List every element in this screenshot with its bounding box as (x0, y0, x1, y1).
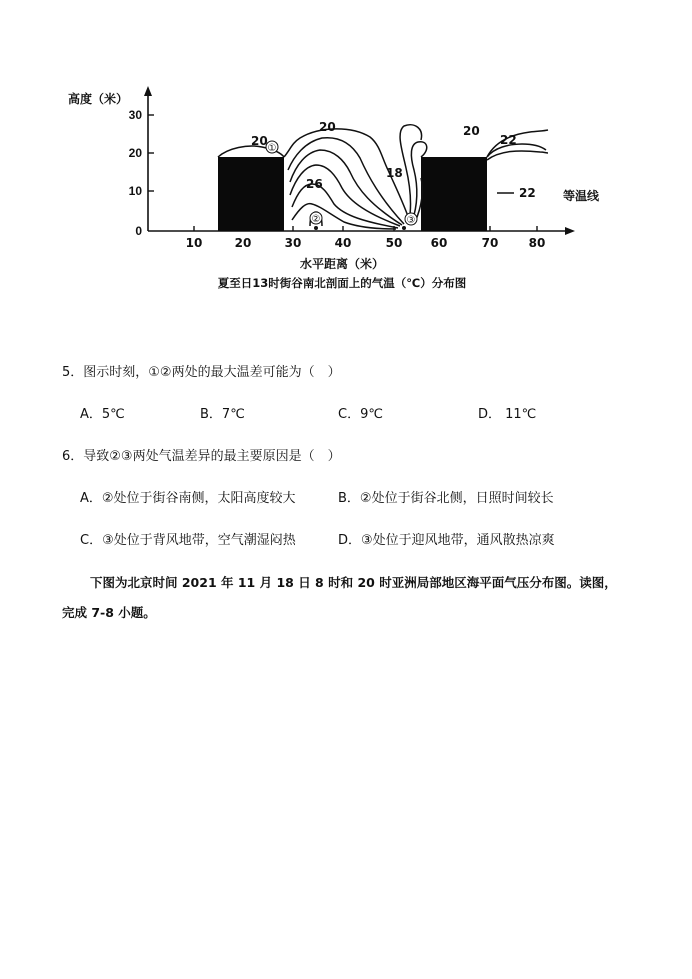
marker-2-dot (314, 226, 318, 230)
y-tick-label: 20 (128, 146, 142, 160)
x-axis-label: 水平距离（米） (299, 257, 385, 271)
q6-option-a: A．②处位于街谷南侧，太阳高度较大 (80, 491, 296, 506)
q5-option-d: D． 11℃ (478, 407, 537, 422)
q5-option-a: A．5℃ (80, 407, 125, 422)
y-axis-label: 高度（米） (68, 92, 129, 106)
marker-1: ① (267, 143, 277, 154)
y-axis-arrow (144, 86, 152, 96)
x-tick-label: 70 (481, 236, 499, 250)
x-tick-label: 60 (430, 236, 448, 250)
contour-label: 20 (251, 134, 268, 148)
x-axis-arrow (565, 227, 575, 235)
q6-option-d: D．③处位于迎风地带，通风散热凉爽 (338, 533, 555, 548)
contour-label: 18 (386, 166, 403, 180)
marker-2: ② (311, 214, 321, 225)
contour-label: 20 (319, 120, 336, 134)
x-tick-label: 50 (385, 236, 403, 250)
marker-3-dot (402, 226, 406, 230)
q6-option-c: C．③处位于背风地带，空气潮湿闷热 (80, 533, 296, 548)
marker-3: ③ (406, 215, 416, 226)
question-6: 6．导致②③两处气温差异的最主要原因是（ ） (62, 449, 341, 464)
right-building (421, 157, 487, 231)
legend-value: 22 (519, 186, 536, 200)
contour-label: 22 (500, 133, 517, 147)
x-tick-label: 10 (185, 236, 203, 250)
left-building (218, 157, 284, 231)
figure-caption: 夏至日13时街谷南北剖面上的气温（℃）分布图 (217, 276, 467, 290)
y-ticks (148, 115, 154, 191)
contour-label: 26 (306, 177, 323, 191)
temperature-distribution-figure (0, 0, 692, 300)
x-tick-label: 30 (284, 236, 302, 250)
legend-label: 等温线 (563, 189, 600, 203)
x-tick-label: 20 (234, 236, 252, 250)
contour-label: 20 (463, 124, 480, 138)
y-tick-label: 10 (128, 184, 142, 198)
intro-line-1: 下图为北京时间 2021 年 11 月 18 日 8 时和 20 时亚洲局部地区海平面气压分布图。读图， (90, 575, 617, 590)
x-tick-label: 80 (528, 236, 546, 250)
question-5: 5．图示时刻，①②两处的最大温差可能为（ ） (62, 365, 341, 380)
q6-option-b: B．②处位于街谷北侧，日照时间较长 (338, 491, 554, 506)
x-tick-label: 40 (334, 236, 352, 250)
q5-option-b: B．7℃ (200, 407, 245, 422)
y-tick-label: 0 (135, 224, 142, 238)
q5-option-c: C．9℃ (338, 407, 383, 422)
y-tick-label: 30 (128, 108, 142, 122)
intro-line-2: 完成 7-8 小题。 (62, 605, 156, 620)
